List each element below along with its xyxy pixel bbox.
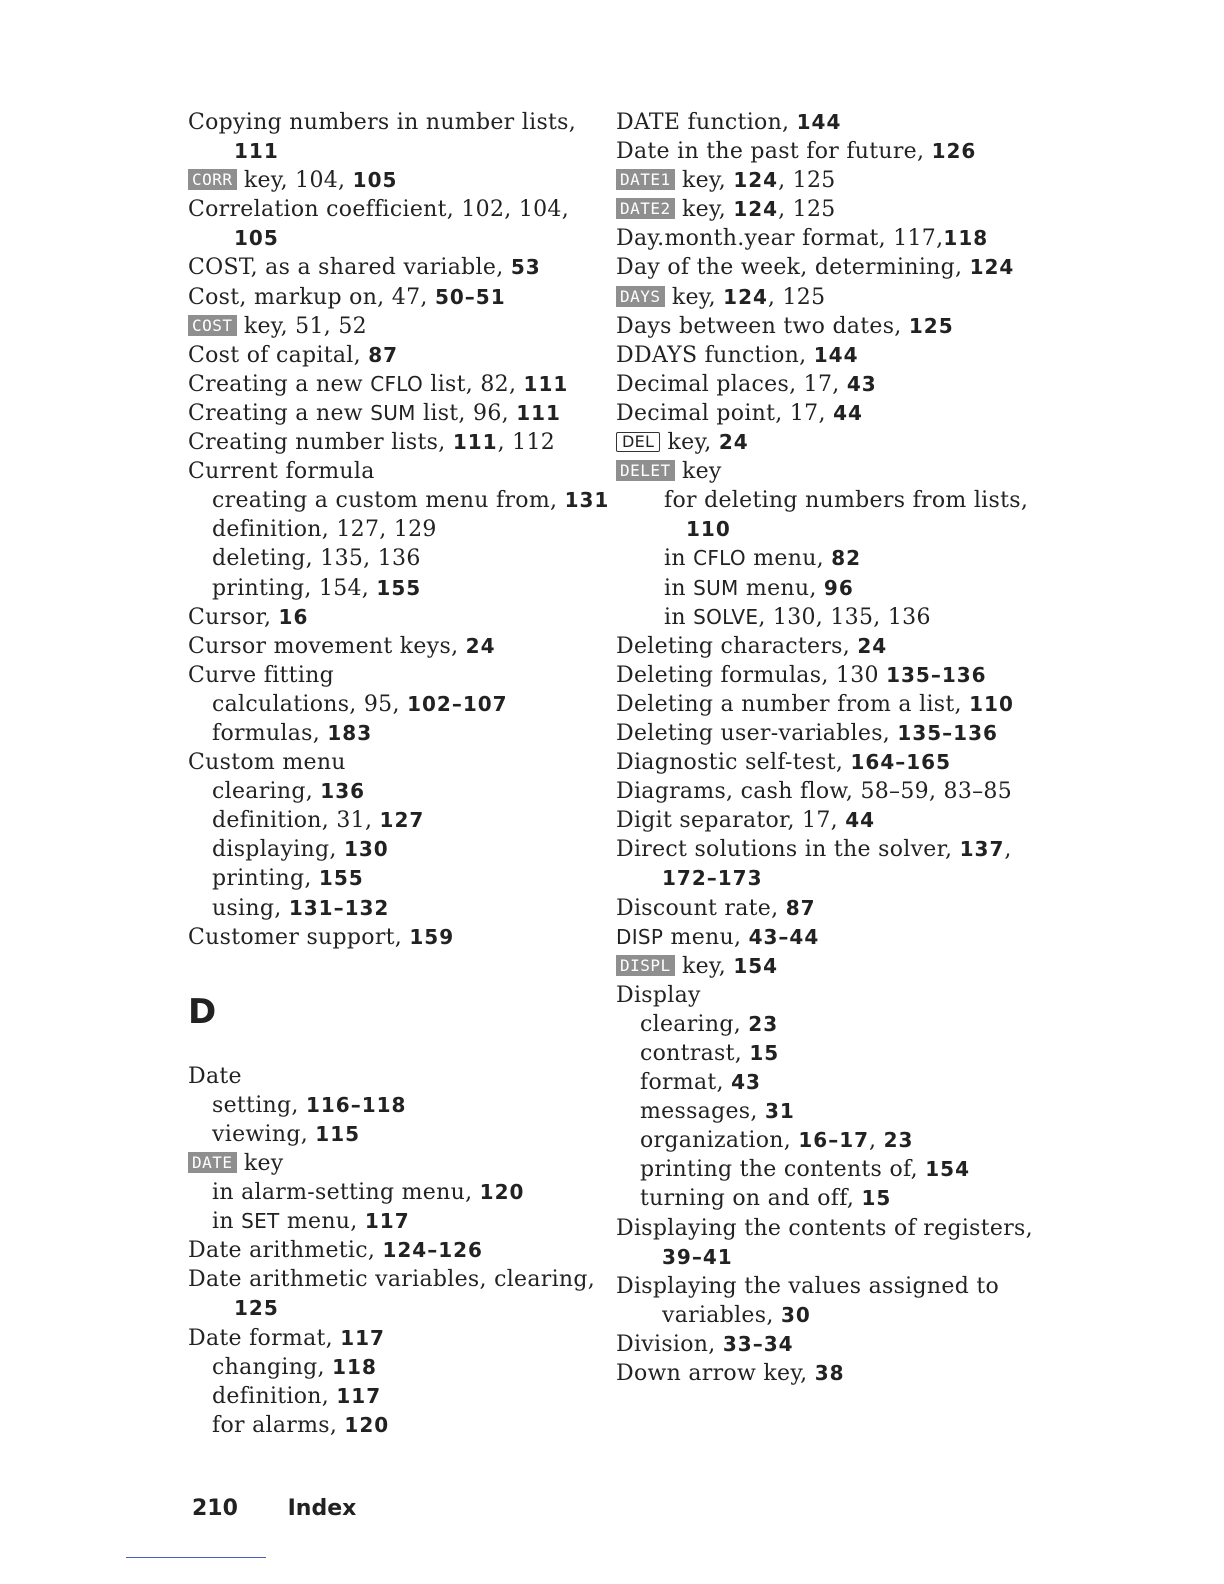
index-subentry <box>188 1411 608 1440</box>
entry-text: turning on and off, <box>640 1186 862 1212</box>
page-ref-bold: 43 <box>731 1070 761 1095</box>
entry-text: , 125 <box>778 168 836 194</box>
page-ref-bold: 155 <box>376 575 422 600</box>
page-ref-bold: 24 <box>465 633 496 658</box>
entry-text: menu, <box>738 575 824 601</box>
entry-text: key, <box>674 168 734 194</box>
entry-text: Creating a new <box>188 371 371 397</box>
entry-text: viewing, <box>212 1121 316 1147</box>
entry-text: Diagrams, cash flow, 58–59, 83–85 <box>616 779 1013 805</box>
index-entry <box>188 428 608 457</box>
page-ref-bold: 102–107 <box>407 691 508 716</box>
entry-text: Down arrow key, <box>616 1361 815 1387</box>
entry-text: list, 96, <box>415 400 517 426</box>
entry-text: definition, <box>212 1383 337 1409</box>
entry-text: Decimal point, 17, <box>616 400 834 426</box>
entry-text: definition, 31, <box>212 808 380 834</box>
index-entry <box>616 1359 1036 1388</box>
index-subentry <box>616 1243 1036 1272</box>
index-entry <box>188 661 608 690</box>
page-ref-bold: 24 <box>718 430 749 455</box>
entry-text: DDAYS function, <box>616 342 814 368</box>
entry-text: Custom menu <box>188 750 346 776</box>
page-ref-bold: 43 <box>846 371 877 396</box>
index-subentry <box>188 1382 608 1411</box>
section-heading: D <box>188 991 217 1032</box>
index-entry <box>616 399 1036 428</box>
page-ref-bold: 124 <box>733 197 779 222</box>
entry-text: menu, <box>663 924 749 950</box>
menu-name: SUM <box>370 400 416 425</box>
entry-text: Cost, markup on, 47, <box>188 284 435 310</box>
entry-text: COST, as a shared variable, <box>188 255 511 281</box>
index-entry <box>616 806 1036 835</box>
index-subentry <box>188 137 608 166</box>
index-entry <box>188 603 608 632</box>
entry-text: variables, <box>662 1302 781 1328</box>
index-subentry <box>616 515 1036 544</box>
entry-text: clearing, <box>212 779 321 805</box>
index-entry <box>616 253 1036 282</box>
entry-text: displaying, <box>212 837 344 863</box>
index-entry <box>616 195 1036 224</box>
entry-text: menu, <box>279 1209 365 1235</box>
entry-text: printing, 154, <box>212 575 377 601</box>
softkey-label: COST <box>188 315 237 336</box>
entry-text: in alarm-setting menu, <box>212 1180 480 1206</box>
page-ref-bold: 118 <box>332 1354 377 1379</box>
page-ref-bold: 44 <box>833 400 863 425</box>
entry-text: in <box>664 546 694 572</box>
page-ref-bold: 44 <box>845 808 876 833</box>
page-ref-bold: 154 <box>925 1157 970 1182</box>
entry-text: Deleting a number from a list, <box>616 691 970 717</box>
index-entry <box>188 748 608 777</box>
entry-text: format, <box>640 1070 732 1096</box>
entry-text: Correlation coefficient, 102, 104, <box>188 197 570 223</box>
softkey-label: DELET <box>616 460 675 481</box>
index-entry <box>616 777 1036 806</box>
entry-text: for deleting numbers from lists, <box>664 488 1029 514</box>
page-ref-bold: 136 <box>320 779 366 804</box>
entry-text: Displaying the contents of registers, <box>616 1215 1033 1241</box>
menu-name: SUM <box>693 575 739 600</box>
page-ref-bold: 111 <box>234 139 279 164</box>
entry-text: Date <box>188 1063 242 1089</box>
entry-text: key, 104, <box>236 168 353 194</box>
page-ref-bold: 125 <box>234 1296 279 1321</box>
entry-text: key, <box>674 197 734 223</box>
index-entry <box>616 341 1036 370</box>
page-ref-bold: 16 <box>278 604 309 629</box>
page-ref-bold: 118 <box>943 226 989 251</box>
page-ref-bold: 135–136 <box>886 662 987 687</box>
page-ref-bold: 116–118 <box>305 1092 407 1117</box>
index-subentry <box>616 864 1036 893</box>
entry-text: clearing, <box>640 1011 749 1037</box>
page-ref-bold: 16–17 <box>798 1128 870 1153</box>
page-number: 210 <box>192 1496 238 1521</box>
entry-text: contrast, <box>640 1041 750 1066</box>
entry-text: Cost of capital, <box>188 342 369 368</box>
entry-text: Division, <box>616 1331 723 1357</box>
index-entry <box>188 1236 608 1265</box>
index-entry <box>188 108 608 137</box>
entry-text: Day of the week, determining, <box>616 255 970 281</box>
index-entry <box>188 1062 608 1091</box>
page-ref-bold: 125 <box>908 313 954 338</box>
index-entry <box>188 457 608 486</box>
index-subentry <box>616 1184 1036 1213</box>
softkey-label: DATE <box>188 1152 237 1173</box>
softkey-label: DISPL <box>616 955 675 976</box>
page-ref-bold: 124 <box>723 284 768 309</box>
index-entry <box>616 952 1036 981</box>
index-subentry <box>188 544 608 573</box>
index-entry <box>616 719 1036 748</box>
entry-text: Cursor, <box>188 604 279 630</box>
entry-text: Deleting formulas, 130 <box>616 662 887 688</box>
entry-text: key, <box>664 284 724 310</box>
index-entry <box>616 632 1036 661</box>
page-ref-bold: 87 <box>368 342 399 367</box>
index-subentry <box>616 603 1036 632</box>
softkey-label: DATE2 <box>616 198 675 219</box>
index-entry <box>188 283 608 312</box>
footer-section-label: Index <box>287 1496 357 1521</box>
entry-text: Creating number lists, <box>188 430 453 456</box>
index-entry <box>188 341 608 370</box>
index-subentry <box>616 1010 1036 1039</box>
entry-text: setting, <box>212 1092 306 1118</box>
entry-text: printing the contents of, <box>640 1157 926 1183</box>
entry-text: , 125 <box>778 197 836 223</box>
page-ref-bold: 172–173 <box>662 866 763 891</box>
index-subentry <box>188 719 608 748</box>
page-ref-bold: 127 <box>379 808 425 833</box>
page-ref-bold: 87 <box>785 895 816 920</box>
index-entry <box>616 748 1036 777</box>
index-entry <box>616 981 1036 1010</box>
index-subentry <box>188 1353 608 1382</box>
index-entry <box>616 690 1036 719</box>
entry-text: Date in the past for future, <box>616 139 932 165</box>
index-subentry <box>188 777 608 806</box>
entry-text: key <box>674 459 722 485</box>
index-entry <box>616 1272 1036 1301</box>
index-subentry <box>188 864 608 893</box>
page-ref-bold: 183 <box>327 720 373 745</box>
entry-text: Day.month.year format, 117, <box>616 226 944 252</box>
index-subentry <box>188 835 608 864</box>
entry-text: Cursor movement keys, <box>188 633 466 659</box>
menu-name: SET <box>241 1209 280 1234</box>
page-ref-bold: 131–132 <box>288 895 390 920</box>
index-entry <box>188 195 608 224</box>
entry-text: , 112 <box>497 430 556 456</box>
index-entry <box>188 312 608 341</box>
entry-text: using, <box>212 895 289 921</box>
page-ref-bold: 124 <box>969 255 1015 280</box>
page-ref-bold: 144 <box>813 342 859 367</box>
page-footer <box>192 1496 356 1521</box>
index-entry <box>616 224 1036 253</box>
page-ref-bold: 105 <box>352 168 398 193</box>
page-ref-bold: 23 <box>748 1011 779 1036</box>
entry-text: Curve fitting <box>188 662 335 688</box>
index-entry <box>616 457 1036 486</box>
index-subentry <box>188 486 608 515</box>
hardkey-label: DEL <box>616 432 660 452</box>
page-ref-bold: 130 <box>343 837 389 862</box>
entry-text: key, <box>674 953 734 979</box>
page-ref-bold: 126 <box>931 139 977 164</box>
entry-text: Current formula <box>188 459 375 485</box>
page-ref-bold: 154 <box>733 953 779 978</box>
index-subentry <box>616 1039 1036 1068</box>
entry-text: Deleting user-variables, <box>616 720 898 746</box>
index-entry <box>616 428 1036 457</box>
index-subentry <box>188 515 608 544</box>
entry-text: Days between two dates, <box>616 313 909 339</box>
page-ref-bold: 135–136 <box>897 720 998 745</box>
entry-text: for alarms, <box>212 1412 345 1438</box>
entry-text: , 130, 135, 136 <box>758 604 931 630</box>
entry-text: calculations, 95, <box>212 691 408 717</box>
page-ref-bold: 50–51 <box>434 284 506 309</box>
entry-text: formulas, <box>212 720 328 746</box>
index-entry <box>616 137 1036 166</box>
index-subentry <box>616 486 1036 515</box>
index-entry <box>616 108 1036 137</box>
page-ref-bold: 124–126 <box>382 1238 483 1263</box>
page-ref-bold: 159 <box>409 924 455 949</box>
entry-text: list, 82, <box>423 371 524 397</box>
entry-text: organization, <box>640 1128 799 1154</box>
index-entry <box>188 1324 608 1353</box>
index-subentry <box>188 1091 608 1120</box>
page-ref-bold: 53 <box>510 255 541 280</box>
entry-text: key, 51, 52 <box>236 313 367 339</box>
entry-text: in <box>664 604 694 630</box>
menu-name: DISP <box>616 924 664 949</box>
entry-text: , 125 <box>767 284 826 310</box>
page-ref-bold: 24 <box>857 633 888 658</box>
page-ref-bold: 31 <box>764 1099 795 1124</box>
index-subentry <box>616 1301 1036 1330</box>
entry-text: Deleting characters, <box>616 633 858 659</box>
index-column-right <box>616 108 1036 1388</box>
page-ref-bold: 15 <box>749 1041 780 1065</box>
page-ref-bold: 15 <box>861 1186 892 1211</box>
entry-text: creating a custom menu from, <box>212 488 565 514</box>
page-ref-bold: 137 <box>959 837 1005 862</box>
softkey-label: DAYS <box>616 286 665 307</box>
entry-text: deleting, 135, 136 <box>212 546 421 572</box>
index-subentry <box>188 806 608 835</box>
entry-text: Discount rate, <box>616 895 786 921</box>
entry-text: Direct solutions in the solver, <box>616 837 960 863</box>
page-ref-bold: 164–165 <box>850 750 951 775</box>
index-subentry <box>616 1097 1036 1126</box>
page-ref-bold: 30 <box>780 1302 811 1327</box>
index-subentry <box>188 1294 608 1323</box>
entry-text: Creating a new <box>188 400 371 426</box>
entry-text: Diagnostic self-test, <box>616 750 851 776</box>
page-ref-bold: 33–34 <box>722 1331 794 1356</box>
entry-text: key <box>236 1151 284 1176</box>
page-ref-bold: 115 <box>315 1121 361 1146</box>
entry-text: menu, <box>745 546 832 572</box>
index-entry <box>616 835 1036 864</box>
index-entry <box>188 399 608 428</box>
page-ref-bold: 39–41 <box>662 1244 733 1269</box>
index-subentry <box>188 1120 608 1149</box>
page-ref-bold: 96 <box>823 575 854 600</box>
page-ref-bold: 82 <box>831 546 862 571</box>
page-ref-bold: 117 <box>336 1383 382 1408</box>
page-ref-bold: 38 <box>814 1361 845 1386</box>
page-ref-bold: 155 <box>318 866 364 891</box>
softkey-label: CORR <box>188 169 237 190</box>
entry-text: , <box>1004 837 1012 863</box>
entry-text: Customer support, <box>188 924 410 950</box>
page-ref-bold: 111 <box>516 400 561 425</box>
page-ref-bold: 124 <box>733 168 779 193</box>
index-subentry <box>188 690 608 719</box>
menu-name: CFLO <box>370 371 424 396</box>
index-entry <box>188 166 608 195</box>
index-entry <box>188 923 608 952</box>
page-ref-bold: 23 <box>883 1128 914 1153</box>
page-ref-bold: 144 <box>796 110 842 134</box>
index-subentry <box>188 224 608 253</box>
entry-text: in <box>664 575 694 601</box>
entry-text: Display <box>616 982 701 1008</box>
index-subentry <box>616 544 1036 573</box>
index-entry <box>188 253 608 282</box>
index-entry <box>188 632 608 661</box>
index-subentry <box>616 574 1036 603</box>
entry-text: messages, <box>640 1099 765 1125</box>
index-entry <box>616 283 1036 312</box>
index-entry <box>616 661 1036 690</box>
entry-text: Displaying the values assigned to <box>616 1273 1000 1299</box>
menu-name: SOLVE <box>693 604 759 629</box>
index-column-left <box>188 108 608 1440</box>
index-entry <box>616 1214 1036 1243</box>
index-subentry <box>188 1207 608 1236</box>
entry-text: Digit separator, 17, <box>616 808 846 834</box>
index-entry <box>616 166 1036 195</box>
page-ref-bold: 120 <box>479 1180 525 1205</box>
index-entry <box>188 1149 608 1178</box>
entry-text: Decimal places, 17, <box>616 371 847 397</box>
page-ref-bold: 110 <box>686 517 731 542</box>
entry-text: printing, <box>212 866 319 892</box>
page-ref-bold: 110 <box>969 691 1014 716</box>
entry-text: , <box>869 1128 884 1154</box>
page-ref-bold: 117 <box>340 1325 385 1350</box>
entry-text: Date arithmetic, <box>188 1238 383 1264</box>
page-ref-bold: 105 <box>234 226 279 251</box>
index-entry <box>616 312 1036 341</box>
index-subentry <box>616 1126 1036 1155</box>
index-entry <box>188 370 608 399</box>
index-subentry <box>188 894 608 923</box>
page-ref-bold: 120 <box>344 1412 390 1437</box>
page-ref-bold: 131 <box>564 488 610 513</box>
entry-text: Copying numbers in number lists, <box>188 110 577 135</box>
index-subentry <box>616 1155 1036 1184</box>
entry-text: DATE function, <box>616 110 797 135</box>
index-subentry <box>188 1178 608 1207</box>
entry-text: definition, 127, 129 <box>212 517 437 543</box>
page-ref-bold: 43–44 <box>748 924 820 949</box>
entry-text: Date arithmetic variables, clearing, <box>188 1267 596 1293</box>
entry-text: in <box>212 1209 242 1235</box>
index-entry <box>616 894 1036 923</box>
index-entry <box>188 1265 608 1294</box>
page-ref-bold: 111 <box>523 371 569 396</box>
entry-text: changing, <box>212 1354 333 1380</box>
index-subentry <box>616 1068 1036 1097</box>
index-subentry <box>188 574 608 603</box>
page-ref-bold: 117 <box>364 1209 410 1234</box>
index-entry <box>616 923 1036 952</box>
menu-name: CFLO <box>693 546 746 571</box>
bottom-rule <box>126 1557 266 1558</box>
index-entry <box>616 1330 1036 1359</box>
entry-text: Date format, <box>188 1325 341 1351</box>
softkey-label: DATE1 <box>616 169 675 190</box>
index-entry <box>616 370 1036 399</box>
entry-text: key, <box>660 430 719 456</box>
page-ref-bold: 111 <box>452 430 498 455</box>
